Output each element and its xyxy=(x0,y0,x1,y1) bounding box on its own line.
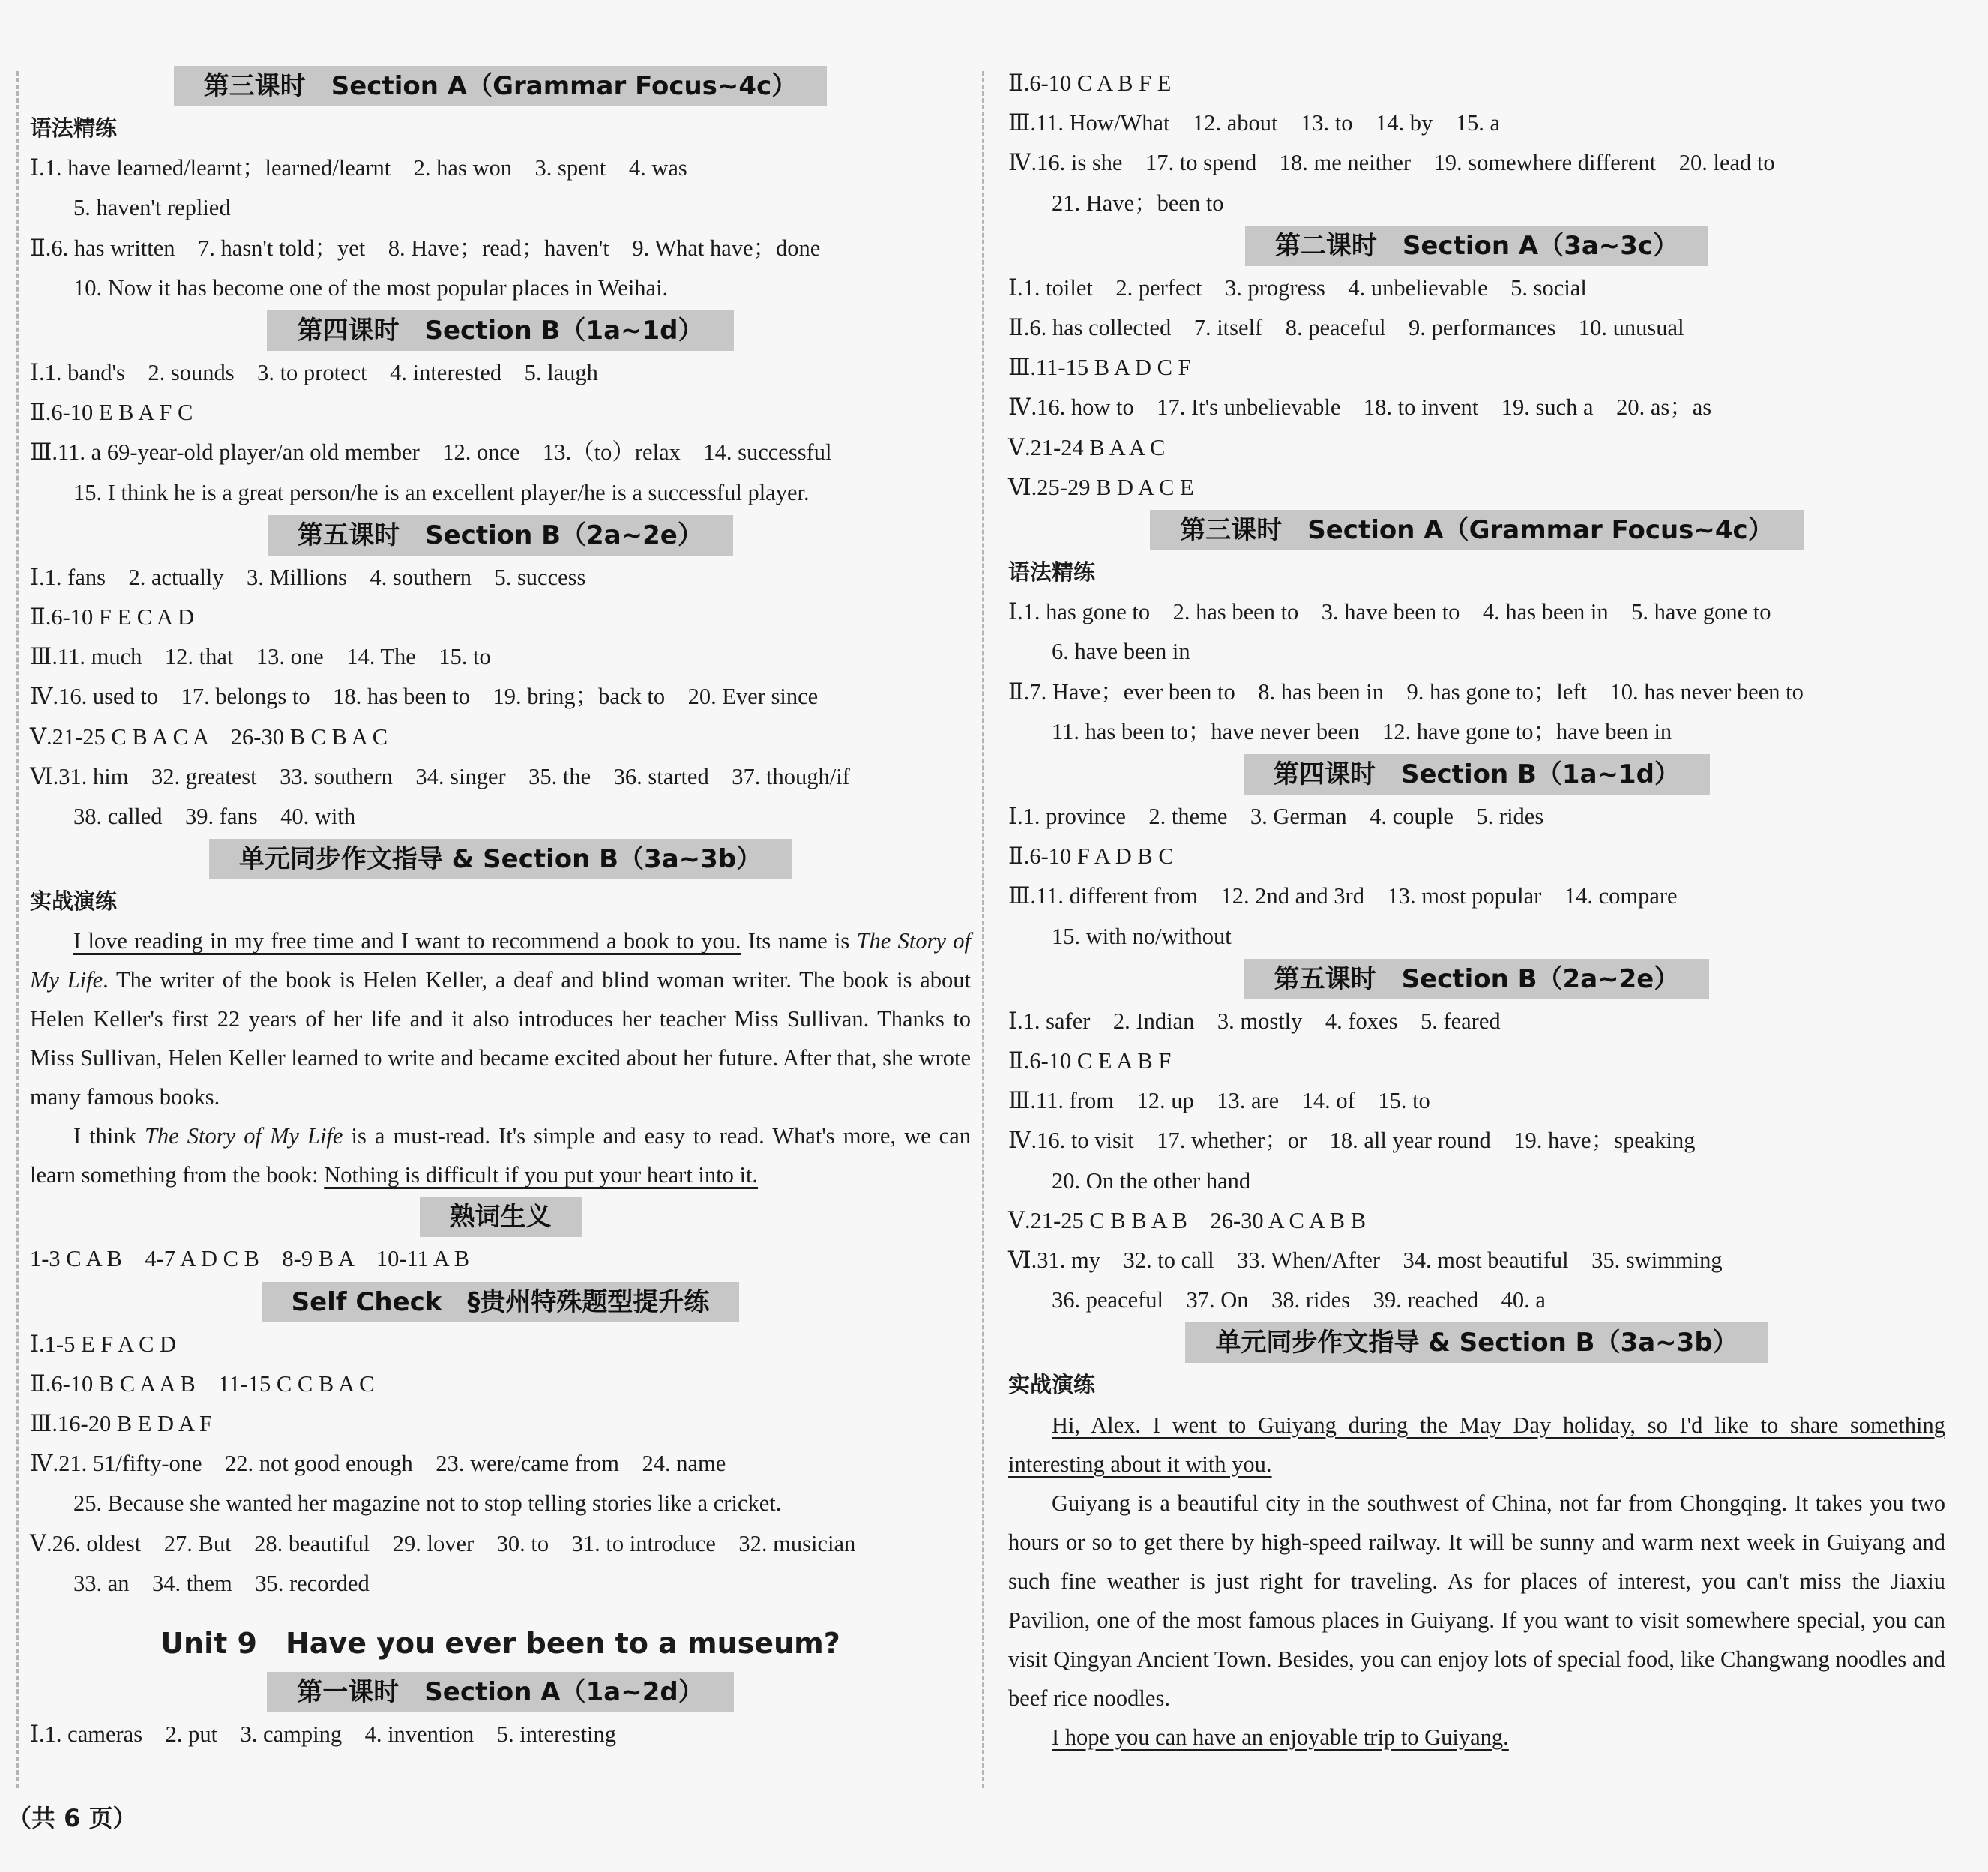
answer-line: Ⅲ.16-20 B E D A F xyxy=(30,1411,212,1437)
answer-line: Ⅰ.1-5 E F A C D xyxy=(30,1331,177,1357)
answer-line: 21. Have；been to xyxy=(1052,190,1224,216)
essay-text: Its name is xyxy=(741,928,857,954)
answer-line: Ⅱ.6-10 F E C A D xyxy=(30,604,195,630)
section-banner: 第三课时 Section A（Grammar Focus~4c） xyxy=(1150,510,1803,550)
answer-line: Ⅱ.6-10 C E A B F xyxy=(1008,1048,1172,1074)
book-title: The Story of My Life xyxy=(144,1123,343,1149)
answer-line: 25. Because she wanted her magazine not to stop telling stories like a cricket. xyxy=(73,1490,782,1517)
answer-block xyxy=(30,1239,971,1279)
answer-line: Ⅲ.11. different from 12. 2nd and 3rd 13. most popular 14. compare xyxy=(1008,883,1678,909)
section-banner: 第四课时 Section B（1a~1d） xyxy=(267,310,733,351)
answer-block xyxy=(1008,1002,1945,1321)
answer-line: Ⅰ.1. province 2. theme 3. German 4. couple 5. rides xyxy=(1008,804,1544,830)
answer-block xyxy=(1008,797,1945,957)
answer-line: Ⅰ.1. band's 2. sounds 3. to protect 4. interested 5. laugh xyxy=(30,360,598,386)
answer-line: Ⅲ.11. from 12. up 13. are 14. of 15. to xyxy=(1008,1088,1430,1114)
answer-line: Ⅱ.6-10 E B A F C xyxy=(30,400,193,426)
answer-line: Ⅲ.11. a 69-year-old player/an old member 12. once 13.（to）relax 14. successful xyxy=(30,439,832,466)
answer-line: 6. have been in xyxy=(1052,639,1190,665)
answer-block xyxy=(1008,592,1945,752)
section-banner: 单元同步作文指导 & Section B（3a~3b） xyxy=(209,839,792,879)
answer-line: Ⅰ.1. toilet 2. perfect 3. progress 4. unbelievable 5. social xyxy=(1008,274,1587,301)
section-heading: 语法精练 xyxy=(30,115,118,141)
answer-line: Ⅳ.16. how to 17. It's unbelievable 18. to invent 19. such a 20. as；as xyxy=(1008,394,1712,421)
answer-line: 10. Now it has become one of the most popular places in Weihai. xyxy=(73,274,669,301)
section-banner: 第四课时 Section B（1a~1d） xyxy=(1244,754,1710,795)
answer-line: Ⅴ.21-25 C B A C A 26-30 B C B A C xyxy=(30,723,388,750)
answer-line: Ⅵ.25-29 B D A C E xyxy=(1008,474,1194,500)
answer-line: 36. peaceful 37. On 38. rides 39. reached 40. a xyxy=(1052,1287,1546,1313)
answer-line: Ⅱ.6-10 F A D B C xyxy=(1008,843,1174,870)
essay-text: I think xyxy=(73,1123,145,1149)
answer-line: Ⅰ.1. fans 2. actually 3. Millions 4. southern 5. success xyxy=(30,564,586,590)
answer-line: Ⅵ.31. my 32. to call 33. When/After 34. most beautiful 35. swimming xyxy=(1008,1248,1723,1274)
answer-line: Ⅱ.6. has collected 7. itself 8. peaceful 9. performances 10. unusual xyxy=(1008,315,1684,341)
essay-opening-underlined: I love reading in my free time and I want to recommend a book to you. xyxy=(73,928,741,954)
answer-line: Ⅰ.1. have learned/learnt；learned/learnt 2. has won 3. spent 4. was xyxy=(30,155,687,181)
section-heading: 实战演练 xyxy=(30,888,118,915)
answer-line: Ⅳ.16. used to 17. belongs to 18. has been to 19. bring；back to 20. Ever since xyxy=(30,684,819,710)
essay-text: is a must-read. It's simple and easy to read. What's more, we can learn something from the book: xyxy=(30,1123,972,1188)
essay-text: . The writer of the book is Helen Keller, a deaf and blind woman writer. The book is about Helen Keller's first 22 years of her life and it also introduces her teacher Miss Sullivan. Thanks to Miss Sullivan, Helen Keller learned to write and became excited about her future. After that, she wrote many famous books. xyxy=(30,967,971,1110)
answer-line: 5. haven't replied xyxy=(73,195,231,221)
answer-block xyxy=(30,1715,971,1754)
column-divider xyxy=(982,71,984,1788)
answer-block xyxy=(30,558,971,837)
section-banner: 第三课时 Section A（Grammar Focus~4c） xyxy=(174,66,827,106)
answer-line: 15. with no/without xyxy=(1052,923,1232,949)
section-banner: 第五课时 Section B（2a~2e） xyxy=(1244,959,1710,999)
section-heading: 语法精练 xyxy=(1008,559,1096,586)
section-banner: 单元同步作文指导 & Section B（3a~3b） xyxy=(1185,1322,1768,1363)
essay-closing-underlined: I hope you can have an enjoyable trip to Guiyang. xyxy=(1052,1724,1509,1750)
answer-block xyxy=(30,1325,971,1604)
right-column xyxy=(1008,64,1945,1757)
answer-line: Ⅲ.11. much 12. that 13. one 14. The 15. to xyxy=(30,644,491,670)
answer-line: 1-3 C A B 4-7 A D C B 8-9 B A 10-11 A B xyxy=(30,1246,470,1272)
answer-line: Ⅵ.31. him 32. greatest 33. southern 34. singer 35. the 36. started 37. though/if xyxy=(30,763,850,789)
answer-line: Ⅰ.1. has gone to 2. has been to 3. have been to 4. has been in 5. have gone to xyxy=(1008,599,1771,625)
left-margin-rule xyxy=(16,71,19,1788)
essay-paragraph xyxy=(30,921,971,1116)
answer-line: Ⅱ.6-10 B C A A B 11-15 C C B A C xyxy=(30,1370,375,1397)
section-heading: 实战演练 xyxy=(1008,1372,1096,1398)
answer-block xyxy=(1008,64,1945,223)
section-banner: 熟词生义 xyxy=(420,1197,582,1237)
essay-paragraph xyxy=(1008,1406,1945,1484)
page-footer: （共 6 页） xyxy=(7,1804,137,1832)
essay-paragraph: Guiyang is a beautiful city in the southwest of China, not far from Chongqing. It takes you two hours or so to get there by high-speed railway. It will be sunny and warm next week in Guiyang and such fine weather is just right for traveling. As for places of interest, you can't miss the Jiaxiu Pavilion, one of the most famous places in Guiyang. If you want to visit somewhere special, you can visit Qingyan Ancient Town. Besides, you can enjoy lots of special food, like Changwang noodles and beef rice noodles. xyxy=(1008,1490,1945,1711)
answer-line: 15. I think he is a great person/he is an excellent player/he is a successful player. xyxy=(73,479,810,505)
answer-block xyxy=(30,148,971,308)
essay-closing-underlined: Nothing is difficult if you put your heart into it. xyxy=(324,1162,759,1188)
answer-line: 20. On the other hand xyxy=(1052,1167,1251,1194)
answer-line: Ⅴ.21-25 C B B A B 26-30 A C A B B xyxy=(1008,1207,1367,1233)
section-banner: 第五课时 Section B（2a~2e） xyxy=(268,515,733,556)
answer-line: Ⅰ.1. cameras 2. put 3. camping 4. invention 5. interesting xyxy=(30,1721,617,1748)
answer-line: Ⅲ.11. How/What 12. about 13. to 14. by 15. a xyxy=(1008,110,1501,136)
unit-title: Unit 9 Have you ever been to a museum? xyxy=(160,1627,840,1661)
section-banner: 第二课时 Section A（3a~3c） xyxy=(1245,226,1708,266)
answer-line: Ⅱ.6-10 C A B F E xyxy=(1008,70,1172,96)
essay-paragraph xyxy=(30,1116,971,1194)
answer-block xyxy=(1008,268,1945,508)
left-column xyxy=(30,64,971,1754)
section-banner: 第一课时 Section A（1a~2d） xyxy=(267,1672,733,1712)
section-banner: Self Check §贵州特殊题型提升练 xyxy=(262,1282,740,1322)
answer-line: Ⅳ.16. is she 17. to spend 18. me neither 19. somewhere different 20. lead to xyxy=(1008,150,1775,176)
essay-opening-underlined: Hi, Alex. I went to Guiyang during the May Day holiday, so I'd like to share something interesting about it with you. xyxy=(1008,1412,1945,1477)
answer-line: Ⅳ.16. to visit 17. whether；or 18. all year round 19. have；speaking xyxy=(1008,1128,1696,1154)
answer-line: 38. called 39. fans 40. with xyxy=(73,804,356,830)
book-title: The Story of My Life xyxy=(30,928,971,993)
answer-line: Ⅱ.6. has written 7. hasn't told；yet 8. Have；read；haven't 9. What have；done xyxy=(30,235,821,261)
answer-block xyxy=(30,353,971,513)
answer-line: Ⅴ.21-24 B A A C xyxy=(1008,434,1166,460)
essay-paragraph xyxy=(1008,1718,1945,1757)
answer-line: Ⅱ.7. Have；ever been to 8. has been in 9. has gone to；left 10. has never been to xyxy=(1008,678,1804,705)
answer-line: Ⅳ.21. 51/fifty-one 22. not good enough 23. were/came from 24. name xyxy=(30,1451,726,1477)
answer-line: 33. an 34. them 35. recorded xyxy=(73,1570,370,1596)
answer-line: 11. has been to；have never been 12. have gone to；have been in xyxy=(1052,718,1672,744)
answer-line: Ⅰ.1. safer 2. Indian 3. mostly 4. foxes 5. feared xyxy=(1008,1008,1501,1034)
answer-line: Ⅲ.11-15 B A D C F xyxy=(1008,355,1191,381)
answer-line: Ⅴ.26. oldest 27. But 28. beautiful 29. lover 30. to 31. to introduce 32. musician xyxy=(30,1530,856,1556)
